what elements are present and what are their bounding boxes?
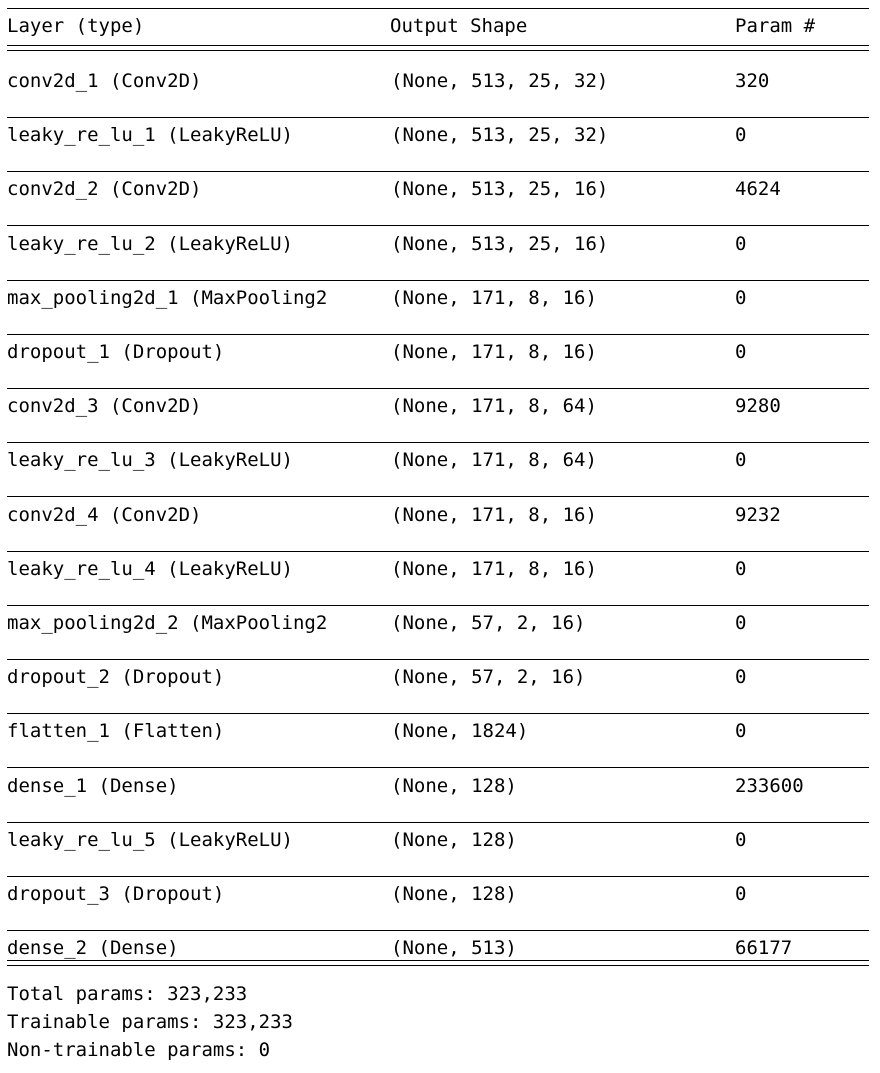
output-shape: (None, 513, 25, 16)	[391, 178, 609, 200]
table-row	[7, 828, 869, 852]
layer-name: leaky_re_lu_5 (LeakyReLU)	[7, 829, 293, 851]
row-divider	[7, 659, 869, 660]
param-count: 4624	[735, 178, 781, 200]
table-row	[7, 286, 869, 310]
table-row	[7, 719, 869, 743]
total-params: Total params: 323,233	[7, 983, 248, 1005]
layer-name: max_pooling2d_2 (MaxPooling2	[7, 612, 328, 634]
output-shape: (None, 171, 8, 16)	[391, 504, 597, 526]
output-shape: (None, 171, 8, 16)	[391, 341, 597, 363]
layer-name: conv2d_2 (Conv2D)	[7, 178, 202, 200]
param-count: 0	[735, 666, 747, 688]
param-count: 0	[735, 612, 747, 634]
row-divider	[7, 930, 869, 931]
param-count: 0	[735, 720, 747, 742]
row-divider	[7, 767, 869, 768]
row-divider	[7, 334, 869, 335]
table-row	[7, 340, 869, 364]
non-trainable-params: Non-trainable params: 0	[7, 1039, 271, 1061]
layer-name: dense_1 (Dense)	[7, 775, 179, 797]
footer-double-rule	[7, 960, 869, 966]
table-row	[7, 665, 869, 689]
layer-name: leaky_re_lu_4 (LeakyReLU)	[7, 558, 293, 580]
layer-name: dropout_3 (Dropout)	[7, 883, 225, 905]
param-count: 66177	[735, 937, 793, 959]
param-count: 0	[735, 287, 747, 309]
row-divider	[7, 280, 869, 281]
table-row	[7, 774, 869, 798]
table-row	[7, 503, 869, 527]
table-row	[7, 232, 869, 256]
top-rule	[7, 8, 869, 9]
header-output-shape: Output Shape	[390, 15, 528, 37]
row-divider	[7, 225, 869, 226]
output-shape: (None, 513)	[391, 937, 517, 959]
param-count: 0	[735, 883, 747, 905]
layer-name: leaky_re_lu_3 (LeakyReLU)	[7, 449, 293, 471]
param-count: 0	[735, 558, 747, 580]
param-count: 9280	[735, 395, 781, 417]
param-count: 0	[735, 449, 747, 471]
param-count: 233600	[735, 775, 804, 797]
param-count: 0	[735, 341, 747, 363]
output-shape: (None, 513, 25, 32)	[391, 124, 609, 146]
table-row	[7, 177, 869, 201]
row-divider	[7, 876, 869, 877]
table-row	[7, 69, 869, 93]
output-shape: (None, 171, 8, 64)	[391, 395, 597, 417]
output-shape: (None, 513, 25, 16)	[391, 233, 609, 255]
row-divider	[7, 605, 869, 606]
param-count: 0	[735, 829, 747, 851]
table-row	[7, 394, 869, 418]
param-count: 0	[735, 233, 747, 255]
param-count: 0	[735, 124, 747, 146]
table-row	[7, 123, 869, 147]
output-shape: (None, 57, 2, 16)	[391, 612, 586, 634]
param-count: 9232	[735, 504, 781, 526]
table-row	[7, 936, 869, 960]
trainable-params: Trainable params: 323,233	[7, 1011, 293, 1033]
row-divider	[7, 551, 869, 552]
table-row	[7, 557, 869, 581]
row-divider	[7, 388, 869, 389]
table-row	[7, 882, 869, 906]
layer-name: dropout_2 (Dropout)	[7, 666, 225, 688]
param-count: 320	[735, 70, 770, 92]
row-divider	[7, 822, 869, 823]
layer-name: leaky_re_lu_2 (LeakyReLU)	[7, 233, 293, 255]
layer-name: conv2d_1 (Conv2D)	[7, 70, 202, 92]
output-shape: (None, 171, 8, 16)	[391, 287, 597, 309]
output-shape: (None, 513, 25, 32)	[391, 70, 609, 92]
header-double-rule	[7, 45, 869, 51]
table-row	[7, 611, 869, 635]
layer-name: max_pooling2d_1 (MaxPooling2	[7, 287, 328, 309]
header-param-count: Param #	[735, 15, 816, 37]
output-shape: (None, 57, 2, 16)	[391, 666, 586, 688]
row-divider	[7, 496, 869, 497]
output-shape: (None, 171, 8, 16)	[391, 558, 597, 580]
output-shape: (None, 171, 8, 64)	[391, 449, 597, 471]
output-shape: (None, 128)	[391, 883, 517, 905]
output-shape: (None, 1824)	[391, 720, 529, 742]
layer-name: conv2d_3 (Conv2D)	[7, 395, 202, 417]
layer-name: leaky_re_lu_1 (LeakyReLU)	[7, 124, 293, 146]
table-row	[7, 448, 869, 472]
row-divider	[7, 117, 869, 118]
output-shape: (None, 128)	[391, 775, 517, 797]
row-divider	[7, 713, 869, 714]
header-row	[7, 14, 869, 38]
row-divider	[7, 442, 869, 443]
output-shape: (None, 128)	[391, 829, 517, 851]
layer-name: flatten_1 (Flatten)	[7, 720, 225, 742]
layer-name: conv2d_4 (Conv2D)	[7, 504, 202, 526]
layer-name: dense_2 (Dense)	[7, 937, 179, 959]
header-layer: Layer (type)	[7, 15, 145, 37]
param-totals	[7, 980, 293, 1064]
row-divider	[7, 171, 869, 172]
layer-name: dropout_1 (Dropout)	[7, 341, 225, 363]
